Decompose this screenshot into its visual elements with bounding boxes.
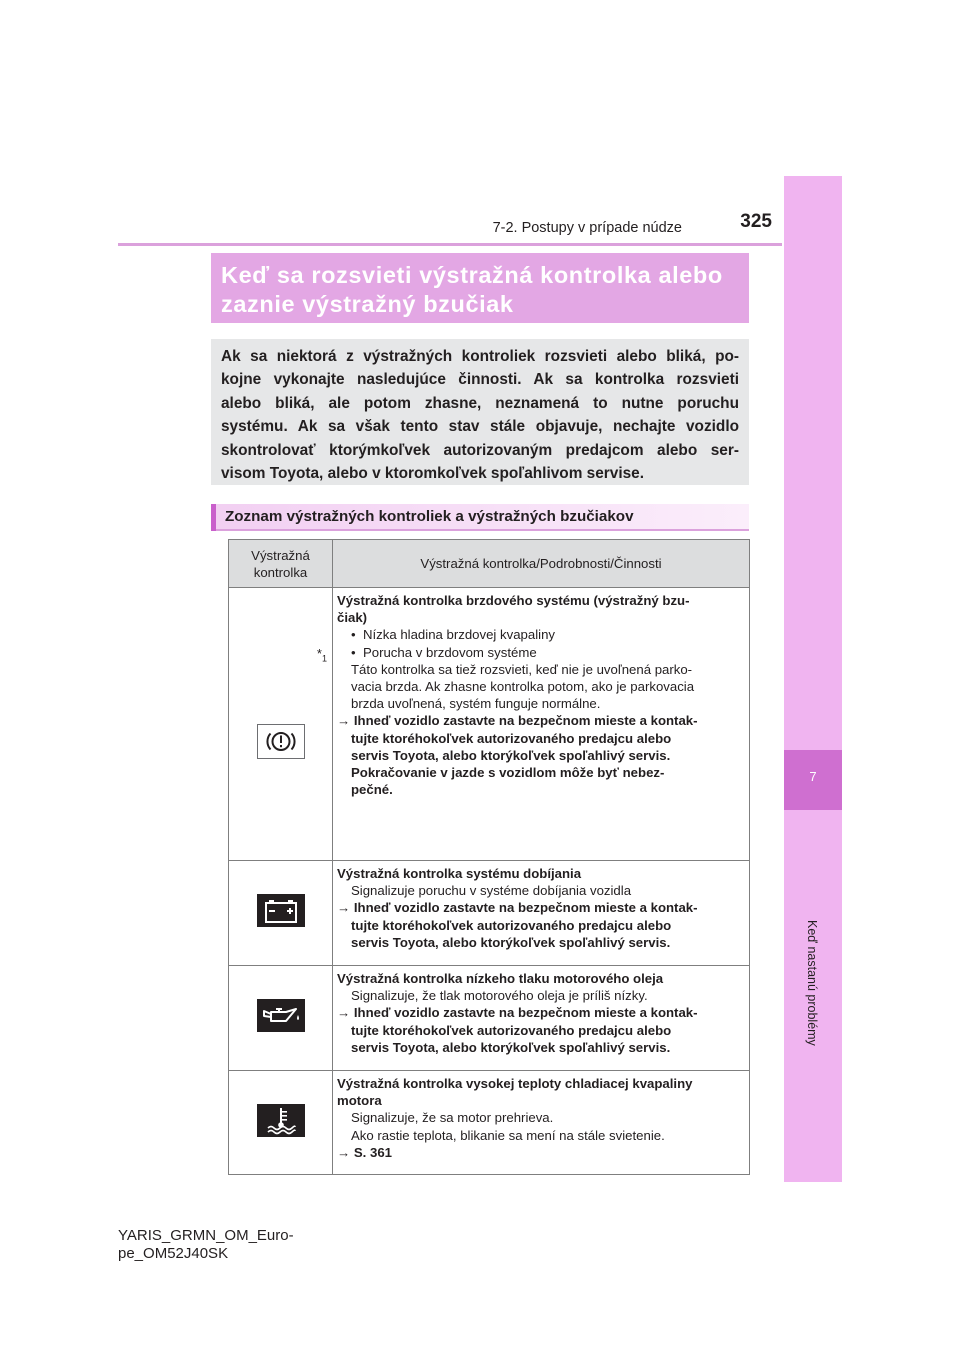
warning-title: Výstražná kontrolka nízkeho tlaku motorového oleja — [337, 971, 664, 986]
intro-box — [211, 339, 749, 485]
action-continuation — [337, 917, 747, 951]
bullet: • — [351, 644, 356, 660]
chapter-number-box — [784, 750, 842, 810]
oil-can-icon — [257, 999, 305, 1032]
warning-title: Výstražná kontrolka systému dobíjania — [337, 866, 582, 881]
chapter-label — [802, 920, 822, 980]
table-row — [229, 1071, 750, 1175]
description-cell — [333, 966, 750, 1071]
icon-cell — [229, 966, 333, 1071]
action-continuation — [337, 1022, 747, 1056]
text-line: Táto kontrolka sa tiež rozsvieti, keď nie je uvoľnená parko- — [351, 661, 693, 677]
section-title-line: Keď sa rozsvieti výstražná kontrolka alebo — [221, 262, 723, 288]
text-line: Výstražná kontrolka vysokej teploty chladiacej kvapaliny — [337, 1076, 693, 1091]
table-header-icon-col — [229, 540, 333, 588]
document-code — [118, 1227, 294, 1263]
action-continuation — [337, 730, 747, 799]
document-code-line: pe_OM52J40SK — [118, 1245, 229, 1262]
text-line: tujte ktoréhokoľvek autorizovaného predajcu alebo — [351, 917, 672, 933]
document-code-line: YARIS_GRMN_OM_Euro- — [118, 1227, 294, 1244]
warning-title — [337, 592, 747, 626]
section-title-box — [211, 253, 749, 323]
bullet-text: Porucha v brzdovom systéme — [362, 644, 537, 660]
detail-text — [337, 1109, 747, 1143]
arrow-icon: → — [337, 1005, 351, 1021]
intro-line: skontrolovať ktorýmkoľvek autorizovaným predajcom alebo ser- — [221, 441, 739, 459]
text-line: brzda uvoľnená, systém funguje normálne. — [351, 696, 601, 712]
running-header: 7-2. Postupy v prípade núdze — [492, 220, 682, 236]
battery-icon — [257, 894, 305, 927]
footnote-star: * — [316, 646, 322, 661]
detail-text: Signalizuje poruchu v systéme dobíjania vozidla — [351, 883, 632, 899]
intro-line: visom Toyota, alebo v ktoromkoľvek spoľahlivom servise. — [221, 465, 644, 482]
section-title-line: zaznie výstražný bzučiak — [221, 291, 514, 317]
text-line: servis Toyota, alebo ktorýkoľvek spoľahlivý servis. — [351, 1039, 671, 1055]
icon-cell — [229, 861, 333, 966]
coolant-temperature-icon — [257, 1104, 305, 1137]
action-text — [337, 899, 747, 916]
bullet-text: Nízka hladina brzdovej kvapaliny — [362, 627, 556, 643]
action-text — [337, 1004, 747, 1021]
page-reference-link[interactable] — [337, 1144, 747, 1161]
text-line: Ihneď vozidlo zastavte na bezpečnom mieste a kontak- — [353, 713, 698, 729]
table-header-row — [229, 540, 750, 588]
warning-title — [337, 1075, 747, 1109]
page-number: 325 — [740, 211, 772, 232]
text-line: motora — [337, 1093, 382, 1109]
subheading: Zoznam výstražných kontroliek a výstražných bzučiakov — [225, 508, 634, 525]
text-line: Pokračovanie v jazde s vozidlom môže byť nebez- — [351, 765, 665, 781]
intro-line: kojne vykonajte nasledujúce činnosti. Ak sa kontrolka rozsvieti — [221, 371, 739, 389]
detail-text: Signalizuje, že tlak motorového oleja je príliš nízky. — [351, 988, 648, 1004]
footnote-sub: 1 — [321, 653, 327, 664]
text-line: vacia brzda. Ak zhasne kontrolka potom, ako je parkovacia — [351, 679, 695, 695]
text-line: Ihneď vozidlo zastavte na bezpečnom mieste a kontak- — [353, 900, 698, 916]
text-line: servis Toyota, alebo ktorýkoľvek spoľahlivý servis. — [351, 747, 671, 763]
bullet: • — [351, 627, 356, 643]
text-line: servis Toyota, alebo ktorýkoľvek spoľahlivý servis. — [351, 934, 671, 950]
icon-cell — [229, 588, 333, 861]
brake-warning-icon — [257, 724, 305, 759]
action-text — [337, 712, 747, 729]
header-text: Výstražná — [251, 547, 310, 563]
text-line: čiak) — [337, 610, 368, 626]
intro-line: systému. Ak sa však tento stav stále objavuje, nechajte vozidlo — [221, 418, 739, 436]
text-line: Ihneď vozidlo zastavte na bezpečnom mieste a kontak- — [353, 1005, 698, 1021]
page-reference[interactable]: S. 361 — [353, 1144, 392, 1160]
intro-line: alebo bliká, ale potom zhasne, neznamená to nutne poruchu — [221, 394, 739, 412]
subheading-accent — [211, 504, 216, 531]
footnote-marker — [317, 645, 327, 668]
arrow-icon: → — [337, 713, 351, 729]
table-row — [229, 861, 750, 966]
chapter-number: 7 — [809, 769, 817, 784]
text-line: Ako rastie teplota, blikanie sa mení na stále svietenie. — [351, 1127, 665, 1143]
description-cell — [333, 861, 750, 966]
text-line: Výstražná kontrolka brzdového systému (výstražný bzu- — [337, 593, 690, 608]
description-cell — [333, 1071, 750, 1175]
bullet-item — [351, 644, 747, 661]
section-title — [221, 261, 746, 319]
arrow-icon: → — [337, 1144, 351, 1160]
table-header-desc-col: Výstražná kontrolka/Podrobnosti/Činnosti — [333, 540, 750, 588]
warning-lights-table — [228, 539, 750, 1175]
icon-cell — [229, 1071, 333, 1175]
note — [337, 661, 747, 713]
text-line: pečné. — [351, 782, 393, 798]
subheading-bar — [211, 504, 749, 531]
arrow-icon: → — [337, 900, 351, 916]
bullet-item — [351, 626, 747, 643]
description-cell — [333, 588, 750, 861]
header-text: kontrolka — [253, 564, 308, 580]
table-row — [229, 588, 750, 861]
intro-line: Ak sa niektorá z výstražných kontroliek rozsvieti alebo bliká, po- — [221, 348, 739, 365]
text-line: Signalizuje, že sa motor prehrieva. — [351, 1110, 554, 1126]
table-row — [229, 966, 750, 1071]
text-line: tujte ktoréhokoľvek autorizovaného predajcu alebo — [351, 1022, 672, 1038]
text-line: tujte ktoréhokoľvek autorizovaného predajcu alebo — [351, 730, 672, 746]
header-rule — [118, 243, 782, 246]
